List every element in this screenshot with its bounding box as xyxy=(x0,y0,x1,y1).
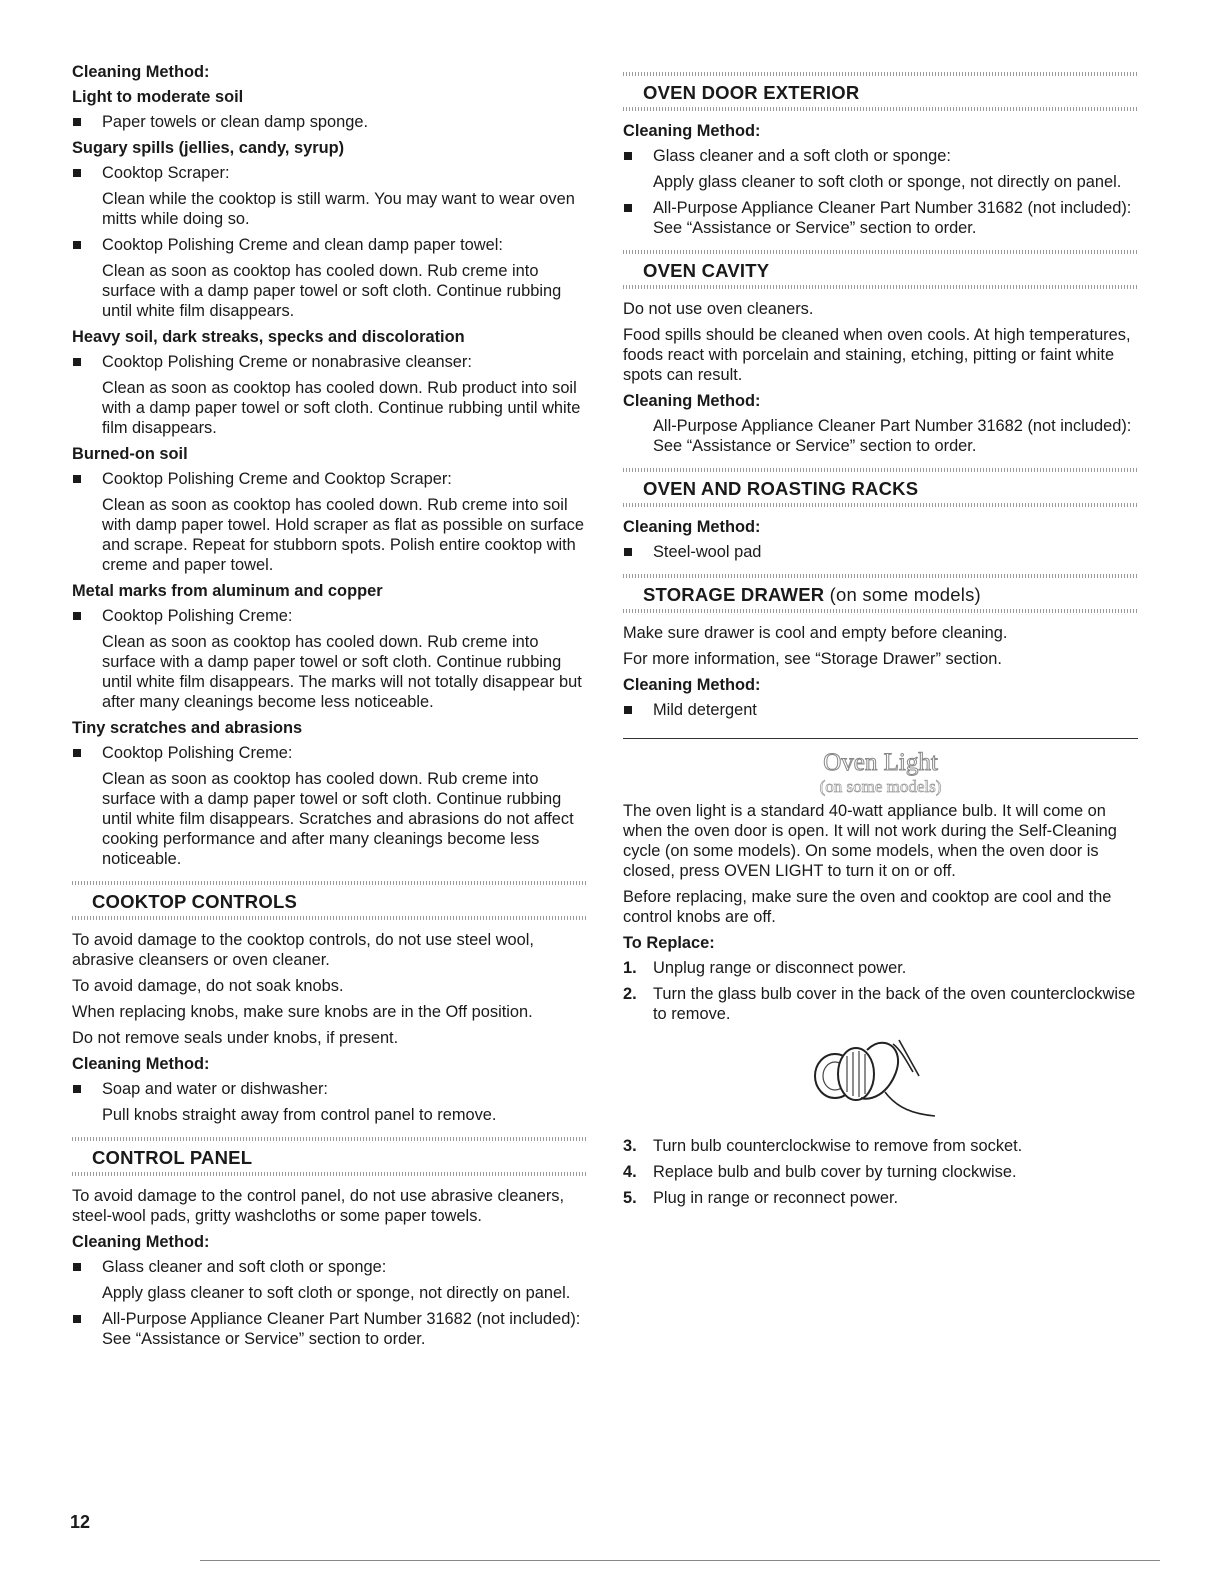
paragraph: Make sure drawer is cool and empty before cleaning. xyxy=(623,624,1008,642)
item-description: Pull knobs straight away from control panel to remove. xyxy=(102,1106,497,1124)
step-number: 4. xyxy=(623,1163,637,1181)
bullet-icon xyxy=(73,118,81,126)
list-item: All-Purpose Appliance Cleaner Part Number 31682 (not included): xyxy=(623,198,1138,218)
section-title: OVEN DOOR EXTERIOR xyxy=(643,82,860,103)
hatch-rule xyxy=(72,1172,587,1176)
paragraph: For more information, see “Storage Drawer” section. xyxy=(623,650,1002,668)
bullet-icon xyxy=(73,358,81,366)
bullet-icon xyxy=(624,152,632,160)
item-description: See “Assistance or Service” section to order. xyxy=(102,1330,426,1348)
item-description: Clean as soon as cooktop has cooled down. Rub product into soil with a damp paper towel or soft cloth. Continue rubbing until white film disappears. xyxy=(102,379,581,437)
paragraph: To avoid damage, do not soak knobs. xyxy=(72,977,344,995)
list-item: Cooktop Polishing Creme or nonabrasive cleanser: xyxy=(72,352,587,372)
step-item: 3. Turn bulb counterclockwise to remove from socket. xyxy=(623,1137,1023,1155)
item-description: Clean as soon as cooktop has cooled down. Rub creme into surface with a damp paper towel or soft cloth. Continue rubbing until white film disappears. Scratches and abrasions do not affect cooking performance and after many cleanings become less noticeable. xyxy=(102,770,574,868)
oven-door-section-header xyxy=(623,72,1138,111)
bullet-icon xyxy=(73,169,81,177)
cooktop-controls-section-header xyxy=(72,881,587,920)
item-description: See “Assistance or Service” section to order. xyxy=(653,437,977,455)
scratches-heading: Tiny scratches and abrasions xyxy=(72,719,303,737)
section-title: CONTROL PANEL xyxy=(92,1147,253,1168)
step-item: 5. Plug in range or reconnect power. xyxy=(623,1189,899,1207)
section-title: COOKTOP CONTROLS xyxy=(92,891,298,912)
cleaning-method-heading: Cleaning Method: xyxy=(72,1055,210,1073)
paragraph: When replacing knobs, make sure knobs are in the Off position. xyxy=(72,1003,533,1021)
bullet-icon xyxy=(624,204,632,212)
oven-light-subtitle: (on some models) xyxy=(819,777,942,796)
bullet-icon xyxy=(73,1263,81,1271)
step-number: 2. xyxy=(623,985,637,1003)
bullet-icon xyxy=(73,475,81,483)
bullet-icon xyxy=(624,548,632,556)
item-description: See “Assistance or Service” section to order. xyxy=(653,219,977,237)
oven-cavity-section-header xyxy=(623,250,1138,289)
step-number: 3. xyxy=(623,1137,637,1155)
step-item: 1. Unplug range or disconnect power. xyxy=(623,959,907,977)
item-description: Clean as soon as cooktop has cooled down. Rub creme into surface with a damp paper towel or soft cloth. Continue rubbing until white film disappears. xyxy=(102,262,562,320)
cleaning-method-heading: Cleaning Method: xyxy=(623,392,761,410)
list-item: Mild detergent xyxy=(623,700,1138,720)
paragraph: The oven light is a standard 40-watt appliance bulb. It will come on when the oven door is open. It will not work during the Self-Cleaning cycle (on some models). On some models, when the oven door is closed, press OVEN LIGHT to turn it on or off. xyxy=(623,802,1117,880)
item-description: Apply glass cleaner to soft cloth or sponge, not directly on panel. xyxy=(653,173,1122,191)
page-number: 12 xyxy=(70,1512,91,1532)
step-item: 4. Replace bulb and bulb cover by turning clockwise. xyxy=(623,1163,1017,1181)
footer-rule xyxy=(200,1560,1160,1561)
paragraph: To avoid damage to the control panel, do not use abrasive cleaners, steel-wool pads, gritty washcloths or some paper towels. xyxy=(72,1187,565,1225)
metal-marks-heading: Metal marks from aluminum and copper xyxy=(72,582,383,600)
list-item: Steel-wool pad xyxy=(623,542,1138,562)
paragraph: Food spills should be cleaned when oven cools. At high temperatures, foods react with porcelain and staining, etching, pitting or faint white spots can result. xyxy=(623,326,1131,384)
list-item: Cooktop Polishing Creme: xyxy=(72,606,587,626)
heavy-soil-heading: Heavy soil, dark streaks, specks and discoloration xyxy=(72,328,465,346)
hatch-rule xyxy=(623,107,1138,111)
item-description: Clean as soon as cooktop has cooled down. Rub creme into surface with a damp paper towel or soft cloth. Continue rubbing until white film disappears. The marks will not totally disappear but after many cleanings become less noticeable. xyxy=(102,633,582,711)
step-number: 5. xyxy=(623,1189,637,1207)
paragraph: To avoid damage to the cooktop controls, do not use steel wool, abrasive cleansers or oven cleaner. xyxy=(72,931,534,969)
hatch-rule xyxy=(72,916,587,920)
item-description: Clean as soon as cooktop has cooled down. Rub creme into soil with damp paper towel. Hold scraper as flat as possible on surface and scrape. Repeat for stubborn spots. Polish entire cooktop with creme and paper towel. xyxy=(102,496,584,574)
step-number: 1. xyxy=(623,959,637,977)
section-note: (on some models) xyxy=(829,584,981,605)
list-item: Cooktop Polishing Creme: xyxy=(72,743,587,763)
item-description: All-Purpose Appliance Cleaner Part Number 31682 (not included): xyxy=(653,417,1132,435)
list-item: Cooktop Scraper: xyxy=(72,163,587,183)
bulb-cover-hand-illustration xyxy=(801,1036,951,1126)
item-description: Apply glass cleaner to soft cloth or sponge, not directly on panel. xyxy=(102,1284,571,1302)
bullet-icon xyxy=(73,1085,81,1093)
step-item: 2. Turn the glass bulb cover in the back of the oven counterclockwise to remove. xyxy=(623,985,1136,1023)
burned-soil-heading: Burned-on soil xyxy=(72,445,188,463)
list-item: Glass cleaner and soft cloth or sponge: xyxy=(72,1257,587,1277)
item-description: Clean while the cooktop is still warm. You may want to wear oven mitts while doing so. xyxy=(102,190,575,228)
list-item: Glass cleaner and a soft cloth or sponge: xyxy=(623,146,1138,166)
bullet-icon xyxy=(73,749,81,757)
paragraph: Before replacing, make sure the oven and cooktop are cool and the control knobs are off. xyxy=(623,888,1112,926)
section-title: STORAGE DRAWER (on some models) xyxy=(643,584,981,605)
cleaning-method-heading: Cleaning Method: xyxy=(623,518,761,536)
cleaning-method-heading: Cleaning Method: xyxy=(72,1233,210,1251)
storage-drawer-section-header xyxy=(623,574,1138,613)
racks-section-header xyxy=(623,468,1138,507)
section-title: OVEN AND ROASTING RACKS xyxy=(643,478,919,499)
oven-light-title: Oven Light xyxy=(823,749,938,776)
hatch-rule xyxy=(623,503,1138,507)
hatch-rule xyxy=(623,285,1138,289)
bullet-icon xyxy=(624,706,632,714)
right-column xyxy=(623,72,1138,1214)
list-item: Paper towels or clean damp sponge. xyxy=(72,112,587,132)
bullet-icon xyxy=(73,241,81,249)
hatch-rule xyxy=(623,609,1138,613)
cleaning-method-heading: Cleaning Method: xyxy=(623,676,761,694)
section-title: OVEN CAVITY xyxy=(643,260,770,281)
cleaning-method-heading: Cleaning Method: xyxy=(623,122,761,140)
list-item: Soap and water or dishwasher: xyxy=(72,1079,587,1099)
bullet-icon xyxy=(73,1315,81,1323)
to-replace-heading: To Replace: xyxy=(623,934,715,952)
paragraph: Do not use oven cleaners. xyxy=(623,300,814,318)
left-column xyxy=(72,62,587,1355)
paragraph: Do not remove seals under knobs, if present. xyxy=(72,1029,399,1047)
bullet-icon xyxy=(73,612,81,620)
sugary-spills-heading: Sugary spills (jellies, candy, syrup) xyxy=(72,139,345,157)
divider xyxy=(623,738,1138,739)
light-soil-heading: Light to moderate soil xyxy=(72,88,244,106)
control-panel-section-header xyxy=(72,1137,587,1176)
list-item: All-Purpose Appliance Cleaner Part Number 31682 (not included): xyxy=(72,1309,587,1329)
list-item: Cooktop Polishing Creme and Cooktop Scraper: xyxy=(72,469,587,489)
list-item: Cooktop Polishing Creme and clean damp paper towel: xyxy=(72,235,587,255)
cleaning-method-heading: Cleaning Method: xyxy=(72,63,210,81)
